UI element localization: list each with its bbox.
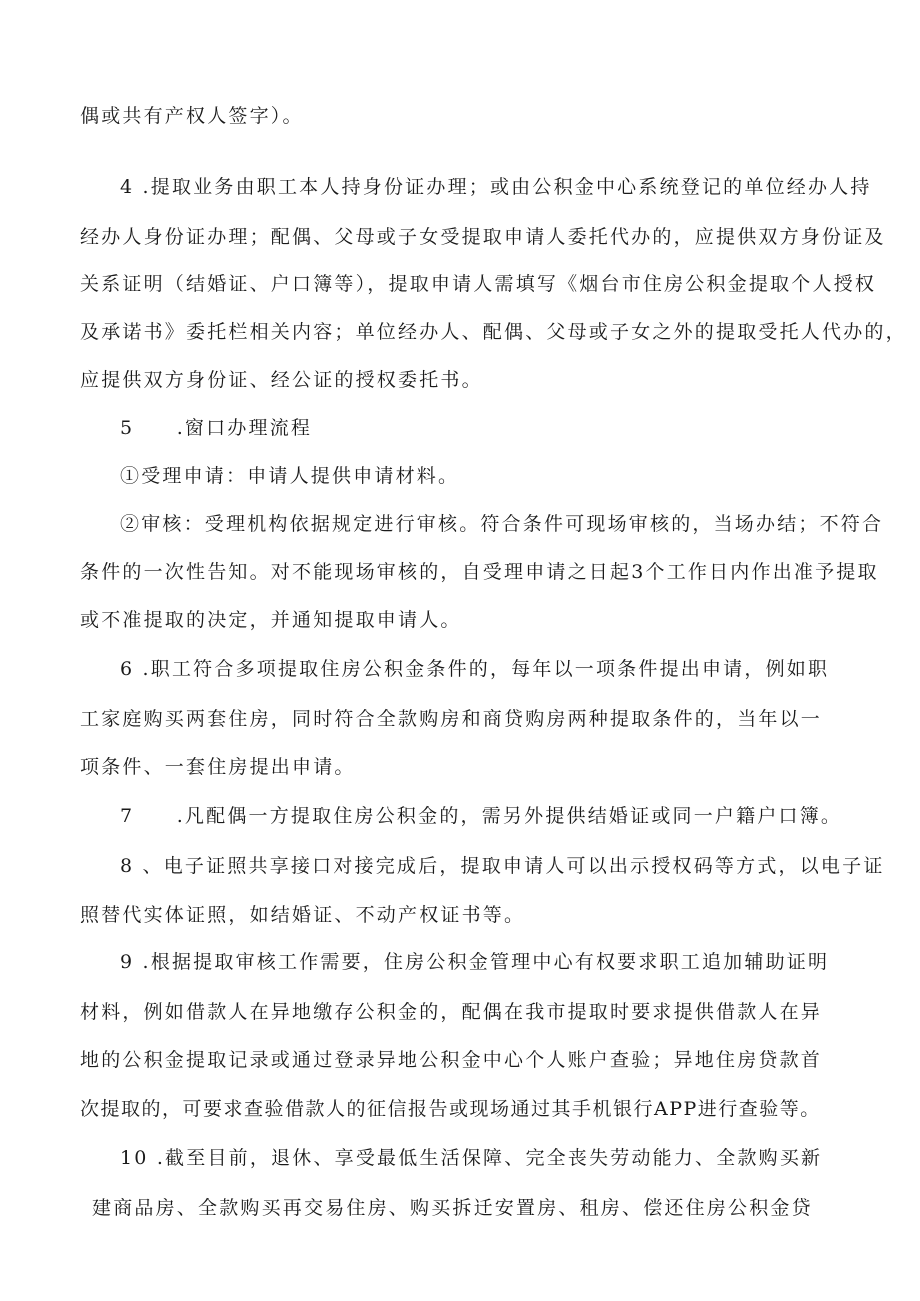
text-line: ①受理申请：申请人提供申请材料。 [120,465,460,487]
text-line: 偶或共有产权人签字）。 [80,105,304,127]
text-line: 材料，例如借款人在异地缴存公积金的，配偶在我市提取时要求提供借款人在异 [80,1001,823,1023]
text-line: 照替代实体证照，如结婚证、不动产权证书等。 [80,904,526,926]
text-line: 地的公积金提取记录或通过登录异地公积金中心个人账户查验；异地住房贷款首 [80,1049,823,1071]
text-line: 项条件、一套住房提出申请。 [80,756,356,778]
text-line: 或不准提取的决定，并通知提取申请人。 [80,609,462,631]
text-line: 经办人身份证办理；配偶、父母或子女受提取申请人委托代办的，应提供双方身份证及 [80,226,886,248]
text-line: 次提取的，可要求查验借款人的征信报告或现场通过其手机银行APP进行查验等。 [80,1098,821,1120]
text-line: 10 .截至目前，退休、享受最低生活保障、完全丧失劳动能力、全款购买新 [120,1147,823,1169]
text-line: 9 .根据提取审核工作需要，住房公积金管理中心有权要求职工追加辅助证明 [120,951,830,973]
text-line: 建商品房、全款购买再交易住房、购买拆迁安置房、租房、偿还住房公积金贷 [92,1197,813,1219]
text-line: 及承诺书》委托栏相关内容；单位经办人、配偶、父母或子女之外的提取受托人代办的， [80,321,907,343]
text-line: 条件的一次性告知。对不能现场审核的，自受理申请之日起3个工作日内作出准予提取 [80,561,879,583]
text-line: 7 .凡配偶一方提取住房公积金的，需另外提供结婚证或同一户籍户口簿。 [120,805,843,827]
text-line: 关系证明（结婚证、户口簿等），提取申请人需填写《烟台市住房公积金提取个人授权 [80,273,877,295]
text-line: ②审核：受理机构依据规定进行审核。符合条件可现场审核的，当场办结；不符合 [120,513,884,535]
text-line: 工家庭购买两套住房，同时符合全款购房和商贷购房两种提取条件的，当年以一 [80,708,823,730]
text-line: 5 .窗口办理流程 [120,417,313,439]
text-line: 8 、电子证照共享接口对接完成后，提取申请人可以出示授权码等方式，以电子证 [120,855,885,877]
text-line: 4 .提取业务由职工本人持身份证办理；或由公积金中心系统登记的单位经办人持 [120,176,872,198]
text-line: 应提供双方身份证、经公证的授权委托书。 [80,369,483,391]
text-line: 6 .职工符合多项提取住房公积金条件的，每年以一项条件提出申请，例如职 [120,658,830,680]
